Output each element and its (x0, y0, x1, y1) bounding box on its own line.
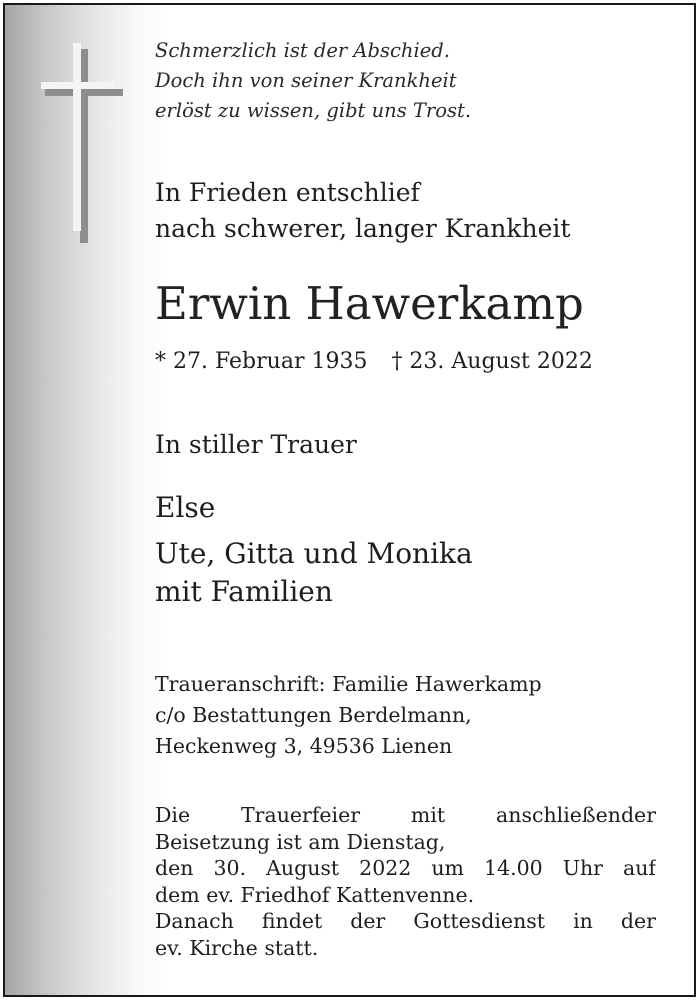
address-line: Traueranschrift: Familie Hawerkamp (155, 672, 542, 696)
quote (155, 36, 658, 126)
funeral-service-info (155, 802, 656, 961)
service-line: Danach findet der Gottesdienst in der (155, 909, 656, 933)
intro-line: nach schwerer, langer Krankheit (155, 214, 571, 243)
intro-line: In Frieden entschlief (155, 178, 420, 207)
service-line: den 30. August 2022 um 14.00 Uhr auf (155, 856, 656, 880)
family-list (155, 489, 658, 611)
obituary-notice (3, 3, 696, 997)
family-member: Ute, Gitta und Monika (155, 537, 473, 570)
service-line: dem ev. Friedhof Kattenvenne. (155, 882, 475, 907)
mourning-address (155, 669, 658, 762)
quote-line: Schmerzlich ist der Abschied. (155, 39, 450, 62)
birth-date: * 27. Februar 1935 (155, 349, 368, 374)
address-line: Heckenweg 3, 49536 Lienen (155, 734, 453, 758)
death-date: † 23. August 2022 (391, 349, 593, 374)
address-line: c/o Bestattungen Berdelmann, (155, 703, 472, 727)
quote-line: Doch ihn von seiner Krankheit (155, 69, 457, 92)
deceased-name: Erwin Hawerkamp (155, 277, 584, 330)
family-member: mit Familien (155, 575, 333, 608)
service-line: Beisetzung ist am Dienstag, (155, 829, 446, 854)
intro (155, 175, 658, 247)
cross-icon (41, 43, 125, 243)
mourning-line: In stiller Trauer (155, 430, 357, 459)
quote-line: erlöst zu wissen, gibt uns Trost. (155, 99, 472, 122)
family-member: Else (155, 491, 216, 524)
service-line: Die Trauerfeier mit anschließender (155, 803, 656, 827)
life-dates (155, 345, 658, 379)
service-line: ev. Kirche statt. (155, 935, 319, 960)
